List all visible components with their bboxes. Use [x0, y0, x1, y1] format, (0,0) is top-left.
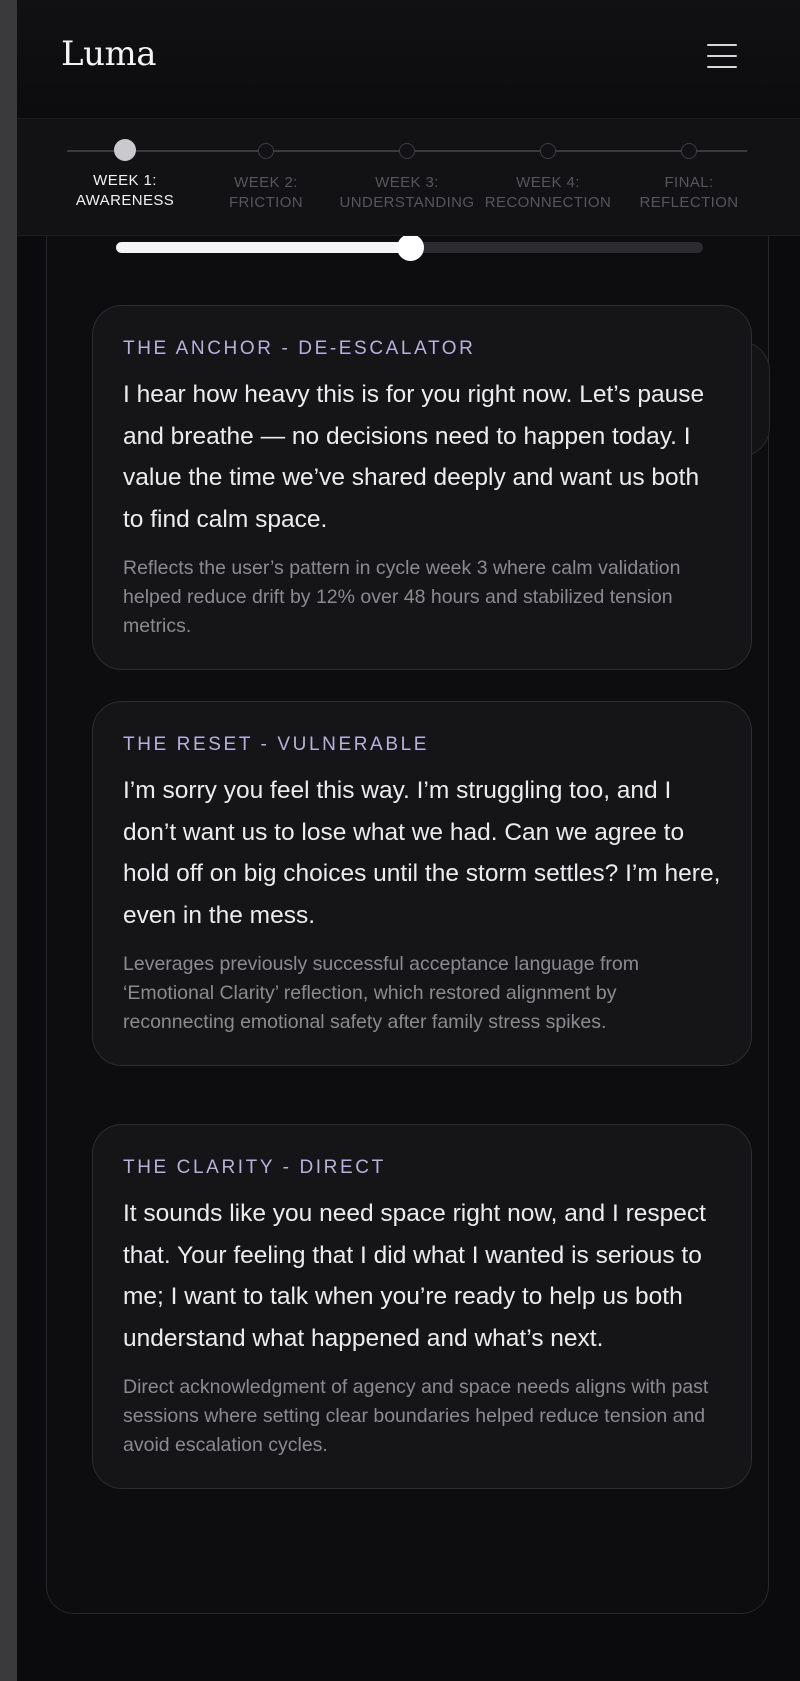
step-final[interactable] [619, 138, 759, 213]
step-dot [258, 143, 274, 159]
step-week-4[interactable] [478, 138, 618, 213]
step-label: WEEK 2: FRICTION [228, 174, 304, 211]
step-dot [540, 143, 556, 159]
step-dot [399, 143, 415, 159]
left-edge-strip [0, 0, 17, 1681]
response-card-reset[interactable] [92, 701, 752, 1066]
step-dot [114, 139, 136, 161]
card-title: THE ANCHOR - DE-ESCALATOR [123, 338, 476, 359]
step-dot [681, 143, 697, 159]
app-header [17, 0, 800, 119]
card-message: I’m sorry you feel this way. I’m struggling too, and I don’t want us to lose what we had. Can we agree to hold off on big choices until the storm settles? I’m here, even in the mess. [123, 777, 721, 929]
step-label: WEEK 1: AWARENESS [75, 172, 175, 209]
step-label: WEEK 4: RECONNECTION [484, 174, 612, 211]
week-progress-stepper [17, 119, 800, 236]
slider-thumb[interactable] [397, 234, 424, 261]
card-title: THE CLARITY - DIRECT [123, 1157, 386, 1178]
card-message: I hear how heavy this is for you right now. Let’s pause and breathe — no decisions need to happen today. I value the time we’ve shared deeply and want us both to find calm space. [123, 381, 705, 533]
card-note: Leverages previously successful acceptance language from ‘Emotional Clarity’ reflection, which restored alignment by reconnecting emotional safety after family stress spikes. [123, 953, 639, 1033]
card-note: Reflects the user’s pattern in cycle week 3 where calm validation helped reduce drift by 12% over 48 hours and stabilized tension metrics. [123, 557, 681, 637]
app-logo: Luma [61, 34, 156, 74]
step-week-2[interactable] [196, 138, 336, 213]
step-week-3[interactable] [337, 138, 477, 213]
slider-fill [116, 242, 410, 253]
response-card-clarity[interactable] [92, 1124, 752, 1489]
app-shell [17, 0, 800, 1681]
step-label: WEEK 3: UNDERSTANDING [339, 174, 475, 211]
card-message: It sounds like you need space right now, and I respect that. Your feeling that I did what I wanted is serious to me; I want to talk when you’re ready to help us both understand what happened and what’s next. [123, 1200, 706, 1352]
card-note: Direct acknowledgment of agency and space needs aligns with past sessions where setting clear boundaries helped reduce tension and avoid escalation cycles. [123, 1376, 709, 1456]
step-week-1[interactable] [55, 138, 195, 211]
response-card-anchor[interactable] [92, 305, 752, 670]
step-label: FINAL: REFLECTION [639, 174, 739, 211]
card-title: THE RESET - VULNERABLE [123, 734, 430, 755]
hamburger-menu-icon[interactable] [707, 44, 737, 70]
intensity-slider[interactable] [116, 242, 703, 253]
